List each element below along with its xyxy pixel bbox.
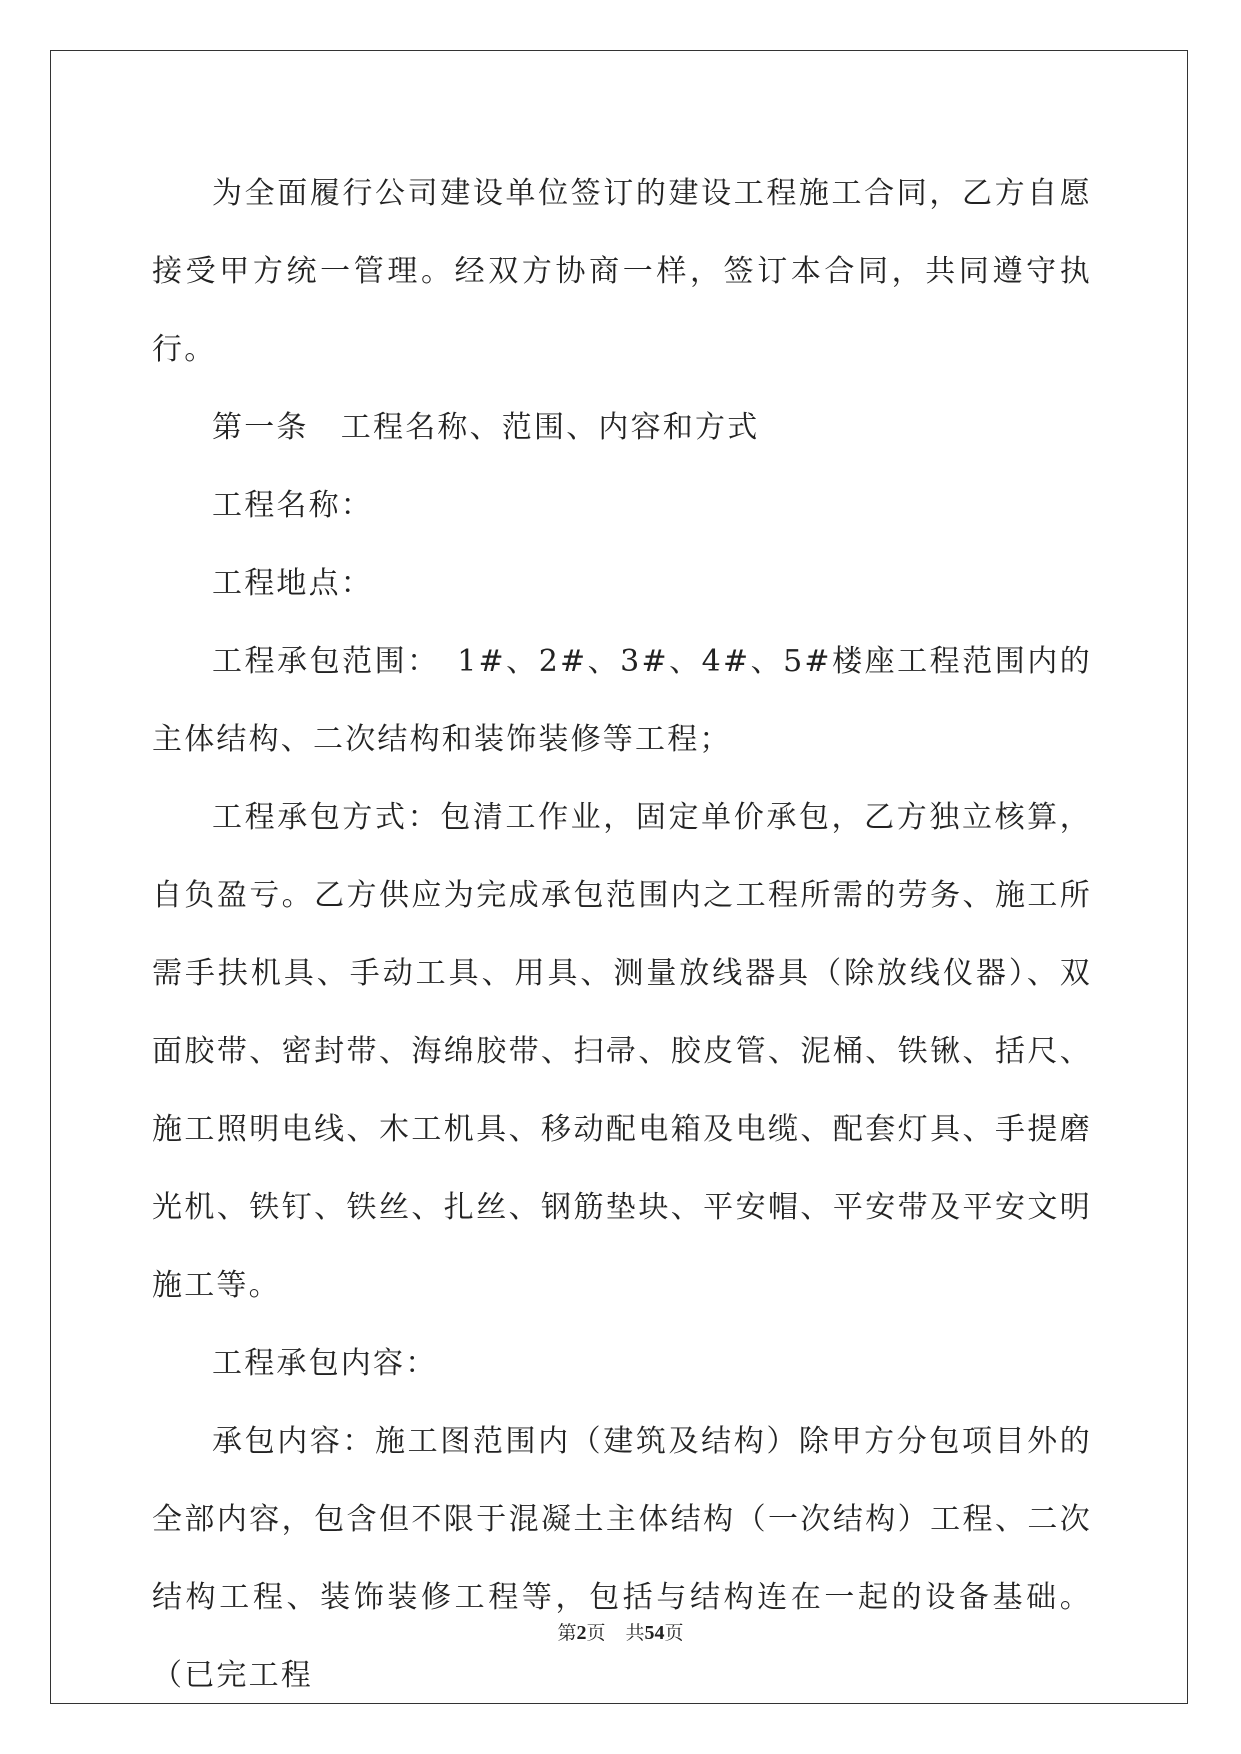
- footer-prefix: 第: [557, 1622, 577, 1644]
- paragraph-contract-scope: 工程承包范围： 1#、2#、3#、4#、5#楼座工程范围内的主体结构、二次结构和装饰装修等工程；: [152, 644, 1092, 757]
- footer-page-number: 2: [576, 1622, 587, 1644]
- footer-total-suffix: 页: [664, 1622, 684, 1644]
- page-footer: [0, 1618, 1241, 1645]
- document-body: [152, 155, 1092, 1715]
- footer-total-prefix: 共: [625, 1622, 645, 1644]
- paragraph-intro: 为全面履行公司建设单位签订的建设工程施工合同，乙方自愿接受甲方统一管理。经双方协商一样，签订本合同，共同遵守执行。: [152, 176, 1092, 367]
- footer-total-pages: 54: [644, 1622, 665, 1644]
- paragraph-contract-content-heading: 工程承包内容：: [212, 1346, 438, 1381]
- paragraph-project-location: 工程地点：: [212, 566, 373, 601]
- paragraph-project-name: 工程名称：: [212, 488, 373, 523]
- paragraph-contract-content: 承包内容：施工图范围内（建筑及结构）除甲方分包项目外的全部内容，包含但不限于混凝土主体结构（一次结构）工程、二次结构工程、装饰装修工程等，包括与结构连在一起的设备基础。（已完工程: [152, 1424, 1092, 1693]
- paragraph-article-one-heading: 第一条 工程名称、范围、内容和方式: [212, 410, 760, 445]
- paragraph-contract-method: 工程承包方式：包清工作业，固定单价承包，乙方独立核算，自负盈亏。乙方供应为完成承包范围内之工程所需的劳务、施工所需手扶机具、手动工具、用具、测量放线器具（除放线仪器）、双面胶带、密封带、海绵胶带、扫帚、胶皮管、泥桶、铁锹、括尺、施工照明电线、木工机具、移动配电箱及电缆、配套灯具、手提磨光机、铁钉、铁丝、扎丝、钢筋垫块、平安帽、平安带及平安文明施工等。: [152, 800, 1092, 1303]
- footer-page-suffix: 页: [586, 1622, 606, 1644]
